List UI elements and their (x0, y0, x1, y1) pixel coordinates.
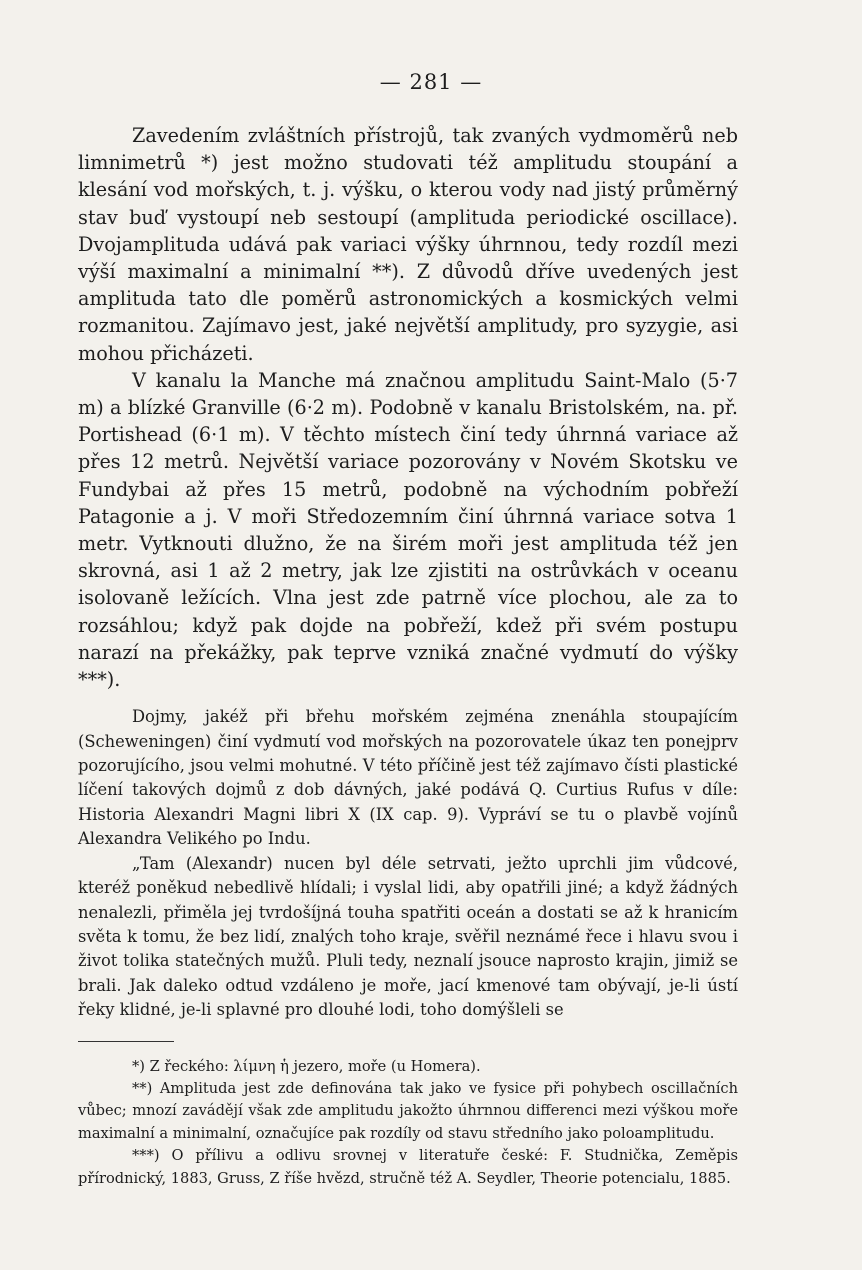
footnote: *) Z řeckého: λίμνη ἡ jezero, moře (u Homera). (132, 1057, 481, 1075)
main-text (78, 122, 738, 693)
paragraph: „Tam (Alexandr) nucen byl déle setrvati, ježto uprchli jim vůdcové, kteréž poněkud nebedlivě hlídali; i vyslal lidi, aby opatřili jiné; a když žádných nenalezli, přiměla jej tvrdošíjná touha spatřiti oceán a dostati se až k hranicím světa k tomu, že bez lidí, znalých toho kraje, svěřil neznámé řece i hlavu svou i život tolika statečných mužů. Pluli tedy, neznalí jsouce naprosto krajin, jimiž se brali. Jak daleko odtud vzdáleno je moře, jací kmenové tam obývají, je-li ústí řeky klidné, je-li splavné pro dlouhé lodi, toho domýšleli se (78, 853, 738, 1020)
footnote-divider (78, 1041, 174, 1042)
page-number: — 281 — (379, 70, 483, 94)
paragraph: Zavedením zvláštních přístrojů, tak zvaných vydmoměrů neb limnimetrů *) jest možno studovati též amplitudu stoupání a klesání vod mořských, t. j. výšku, o kterou vody nad jistý průměrný stav buď vystoupí neb sestoupí (amplituda periodické oscillace). Dvojamplituda udává pak variaci výšky úhrnnou, tedy rozdíl mezi výší maximalní a minimalní **). Z důvodů dříve uvedených jest amplituda tato dle poměrů astronomických a kosmických velmi rozmanitou. Zajímavo jest, jaké největší amplitudy, pro syzygie, asi mohou přicházeti. (78, 124, 738, 365)
paragraph: V kanalu la Manche má značnou amplitudu Saint-Malo (5·7 m) a blízké Granville (6·2 m). Podobně v kanalu Bristolském, na. př. Portishead (6·1 m). V těchto místech činí tedy úhrnná variace až přes 12 metrů. Největší variace pozorovány v Novém Skotsku ve Fundybai až přes 15 metrů, podobně na východním pobřeží Patagonie a j. V moři Středozemním činí úhrnná variace sotva 1 metr. Vytknouti dlužno, že na širém moři jest amplituda též jen skrovná, asi 1 až 2 metry, jak lze zjistiti na ostrůvkách v oceanu isolovaně ležících. Vlna jest zde patrně více plochou, ale za to rozsáhlou; když pak dojde na pobřeží, kdež při svém postupu narazí na překážky, pak teprve vzniká značné vydmutí do výšky ***). (78, 368, 738, 692)
footnote: ***) O přílivu a odlivu srovnej v literatuře české: F. Studnička, Zeměpis přírodnický, 1883, Gruss, Z říše hvězd, stručně též A. Seydler, Theorie potencialu, 1885. (78, 1147, 738, 1187)
quoted-section (78, 705, 738, 1022)
page-text (78, 122, 738, 1190)
paragraph: Dojmy, jakéž při břehu mořském zejména znenáhla stoupajícím (Scheweningen) činí vydmutí vod mořských na pozorovatele úkaz ten ponejprv pozorujícího, jsou velmi mohutné. V této příčině jest též zajímavo čísti plastické líčení takových dojmů z dob dávných, jaké podává Q. Curtius Rufus v díle: Historia Alexandri Magni libri X (IX cap. 9). Vypráví se tu o plavbě vojínů Alexandra Velikého po Indu. (78, 707, 738, 849)
footnote: **) Amplituda jest zde definována tak jako ve fysice při pohybech oscillačních vůbec; mnozí zavádějí však zde amplitudu jakožto úhrnnou differenci mezi výškou moře maximalní a minimalní, označujíce pak rozdíly od stavu středního jako poloamplitudu. (78, 1079, 738, 1142)
footnotes (78, 1056, 738, 1190)
